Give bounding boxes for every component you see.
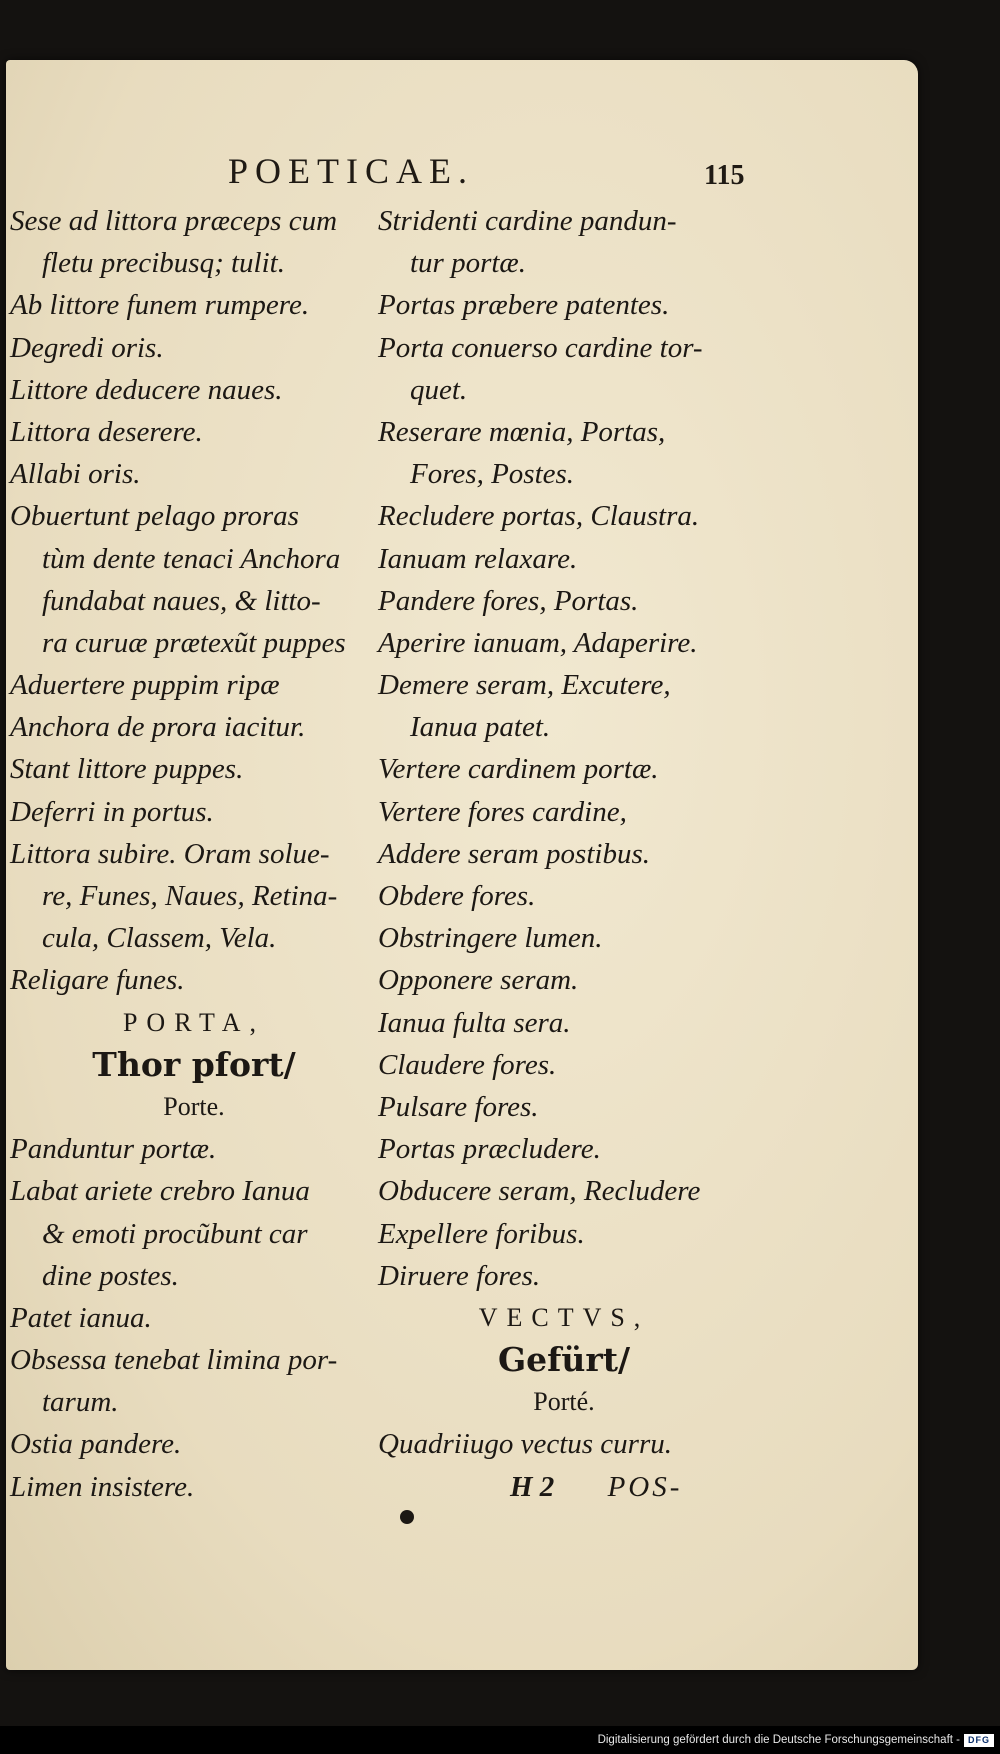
text-line: Labat ariete crebro Ianua [10, 1175, 310, 1208]
ink-dot [400, 1510, 414, 1524]
text-line: Quadriiugo vectus curru. [378, 1428, 672, 1461]
text-line: Portas præbere patentes. [378, 289, 670, 322]
catchword: POS- [607, 1470, 683, 1503]
text-line: Demere seram, Excutere, [378, 669, 671, 702]
text-line: Littora deserere. [10, 415, 203, 448]
text-line: Vertere cardinem portæ. [378, 753, 659, 786]
text-line: Stridenti cardine pandun- [378, 205, 677, 237]
signature-mark: H 2 [510, 1470, 555, 1503]
text-line: Deferri in portus. [10, 795, 214, 828]
text-line: tur portæ. [410, 247, 527, 280]
text-line: Stant littore puppes. [10, 753, 244, 786]
text-line: quet. [410, 373, 468, 406]
text-line: Ianua patet. [410, 711, 551, 744]
text-line: Littora subire. Oram solue- [10, 837, 330, 870]
running-title: POETICAE. [228, 151, 474, 191]
section-heading: PORTA, [122, 1007, 266, 1037]
text-line: Limen insistere. [10, 1470, 195, 1503]
text-line: Recludere portas, Claustra. [378, 500, 700, 533]
left-column [10, 200, 378, 1508]
text-line: re, Funes, Naues, Retina- [42, 880, 338, 912]
text-line: fundabat naues, & litto- [42, 584, 321, 617]
text-line: Obducere seram, Recludere [378, 1175, 701, 1208]
text-line: Religare funes. [10, 964, 185, 997]
page-number: 115 [704, 160, 745, 191]
credit-text: Digitalisierung gefördert durch die Deutsche Forschungsgemeinschaft - [597, 1734, 960, 1746]
text-line: Obsessa tenebat limina por- [10, 1344, 338, 1377]
text-line: Sese ad littora præceps cum [10, 205, 338, 237]
text-line: Patet ianua. [10, 1301, 152, 1334]
dfg-logo: DFG [964, 1734, 994, 1747]
text-line: Ianuam relaxare. [378, 542, 578, 575]
text-line: Pulsare fores. [378, 1090, 539, 1123]
text-line: Ostia pandere. [10, 1428, 182, 1461]
text-line: Aduertere puppim ripæ [10, 669, 280, 702]
footer-bar [0, 1726, 1000, 1754]
text-line: Expellere foribus. [378, 1217, 585, 1250]
text-line: Degredi oris. [10, 331, 164, 364]
text-line: Ab littore funem rumpere. [10, 289, 310, 322]
text-line: Opponere seram. [378, 964, 579, 997]
text-line: Fores, Postes. [410, 458, 575, 491]
french-heading: Porté. [533, 1387, 595, 1417]
text-line: Vertere fores cardine, [378, 795, 627, 828]
footer-line [378, 1466, 750, 1508]
text-line: tùm dente tenaci Anchora [42, 542, 341, 575]
text-line: Panduntur portæ. [10, 1133, 217, 1166]
text-line: Portas præcludere. [378, 1133, 601, 1166]
text-line: Obdere fores. [378, 880, 536, 912]
text-line: Reserare mœnia, Portas, [378, 415, 666, 448]
text-line: tarum. [42, 1386, 119, 1419]
text-line: dine postes. [42, 1259, 179, 1292]
text-line: Claudere fores. [378, 1048, 557, 1081]
text-line: Obstringere lumen. [378, 922, 603, 955]
section-heading: VECTVS, [478, 1302, 650, 1332]
text-line: Pandere fores, Portas. [378, 584, 639, 617]
text-line: Allabi oris. [10, 458, 141, 491]
text-line: fletu precibusq; tulit. [42, 247, 285, 280]
page-header [0, 150, 1000, 200]
text-line: Aperire ianuam, Adaperire. [378, 626, 698, 659]
text-line: Porta conuerso cardine tor- [378, 331, 703, 364]
text-line: Addere seram postibus. [378, 837, 650, 870]
text-line: & emoti procũbunt car [42, 1217, 308, 1250]
german-heading: Thor pfort/ [92, 1044, 296, 1084]
text-line: Obuertunt pelago proras [10, 500, 299, 533]
text-line: Ianua fulta sera. [378, 1006, 571, 1039]
text-line: ra curuæ prætexũt puppes [42, 626, 346, 659]
right-column [378, 200, 750, 1508]
text-line: Anchora de prora iacitur. [10, 711, 306, 744]
text-line: Diruere fores. [378, 1259, 541, 1292]
german-heading: Gefürt/ [497, 1340, 631, 1380]
text-line: cula, Classem, Vela. [42, 922, 277, 955]
french-heading: Porte. [163, 1091, 225, 1121]
text-line: Littore deducere naues. [10, 373, 283, 406]
